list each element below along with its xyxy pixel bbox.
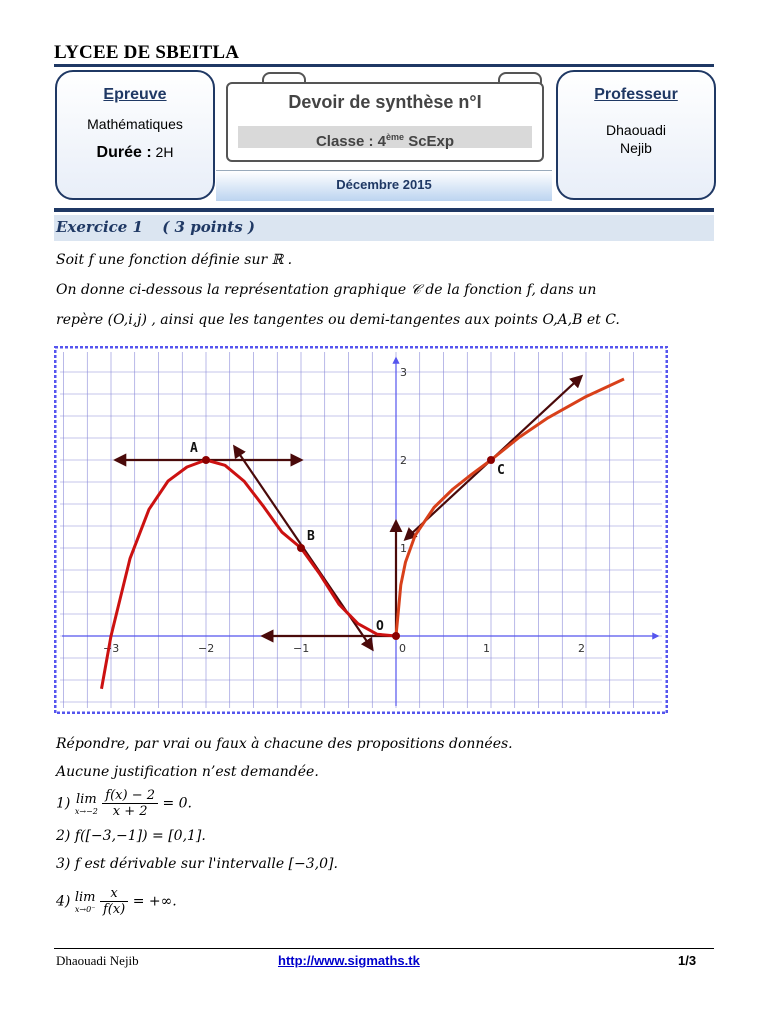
intro-line-3: repère (O,i,j) , ainsi que les tangentes ou demi-tangentes aux points O,A,B et C. — [56, 312, 620, 328]
q1-denominator: x + 2 — [112, 804, 148, 819]
duration-value: 2H — [155, 144, 174, 160]
point-label-b: B — [307, 529, 315, 544]
x-tick-label: 2 — [578, 642, 585, 655]
q4-number: 4) — [56, 893, 71, 910]
question-2: 2) f([−3,−1]) = [0,1]. — [56, 828, 206, 844]
footer-author: Dhaouadi Nejib — [56, 953, 139, 968]
duration-label: Durée : — [96, 144, 152, 161]
footer-page-number: 1/3 — [678, 953, 697, 968]
intro-line-1: Soit f une fonction définie sur ℝ . — [56, 252, 293, 268]
class-line — [238, 126, 532, 148]
teacher-info-box — [556, 70, 716, 200]
question-4 — [56, 886, 177, 917]
point-label-a: A — [190, 441, 198, 456]
class-superscript: ème — [386, 132, 405, 142]
q1-tail: = 0. — [162, 795, 193, 812]
x-tick-label: −1 — [293, 642, 310, 655]
teacher-last-name: Nejib — [620, 140, 652, 156]
y-tick-label: 1 — [400, 542, 407, 555]
instruction-2: Aucune justification n’est demandée. — [56, 764, 319, 780]
point-a — [202, 456, 210, 464]
header-rule — [54, 64, 714, 67]
exam-info-box — [55, 70, 215, 200]
date-band — [216, 170, 552, 201]
q1-lim-sub: x→−2 — [74, 806, 98, 816]
q4-denominator: f(x) — [102, 902, 126, 917]
point-c — [487, 456, 495, 464]
q4-numerator: x — [100, 886, 128, 902]
y-tick-label: 3 — [400, 366, 407, 379]
q1-numerator: f(x) − 2 — [102, 788, 158, 804]
point-b — [297, 544, 305, 552]
exercise-title — [56, 218, 255, 236]
class-label: Classe : — [315, 133, 374, 150]
footer-website-link[interactable]: http://www.sigmaths.tk — [278, 953, 420, 968]
exercise-number: Exercice 1 — [56, 218, 143, 236]
footer-rule — [54, 948, 714, 949]
exam-title: Devoir de synthèse n°I — [288, 92, 482, 112]
q4-lim: lim — [74, 889, 96, 905]
q1-number: 1) — [56, 795, 71, 812]
point-label-o: O — [376, 619, 384, 634]
school-name: LYCEE DE SBEITLA — [54, 42, 240, 63]
point-o — [392, 632, 400, 640]
y-tick-label: 2 — [400, 454, 407, 467]
instruction-1: Répondre, par vrai ou faux à chacune des propositions données. — [56, 736, 513, 752]
question-3: 3) f est dérivable sur l'intervalle [−3,0]. — [56, 856, 338, 872]
class-number: 4 — [377, 133, 386, 150]
exam-date: Décembre 2015 — [336, 177, 432, 192]
x-tick-label: −3 — [103, 642, 120, 655]
function-graph — [54, 346, 668, 714]
subject: Mathématiques — [87, 116, 183, 132]
exam-title-banner — [226, 82, 544, 162]
point-label-c: C — [497, 463, 505, 478]
class-name: ScExp — [408, 133, 455, 150]
exam-label: Epreuve — [103, 86, 167, 103]
exercise-points: ( 3 points ) — [162, 218, 256, 236]
x-tick-label: 0 — [399, 642, 406, 655]
section-rule — [54, 208, 714, 212]
q4-tail: = +∞. — [132, 893, 177, 910]
question-1 — [56, 788, 192, 819]
q4-lim-sub: x→0⁻ — [74, 904, 96, 914]
intro-line-2: On donne ci-dessous la représentation graphique 𝒞 de la fonction f, dans un — [56, 282, 597, 298]
x-tick-label: 1 — [483, 642, 490, 655]
q1-lim: lim — [76, 791, 97, 807]
teacher-label: Professeur — [594, 86, 678, 103]
x-tick-label: −2 — [198, 642, 215, 655]
teacher-first-name: Dhaouadi — [606, 122, 666, 138]
